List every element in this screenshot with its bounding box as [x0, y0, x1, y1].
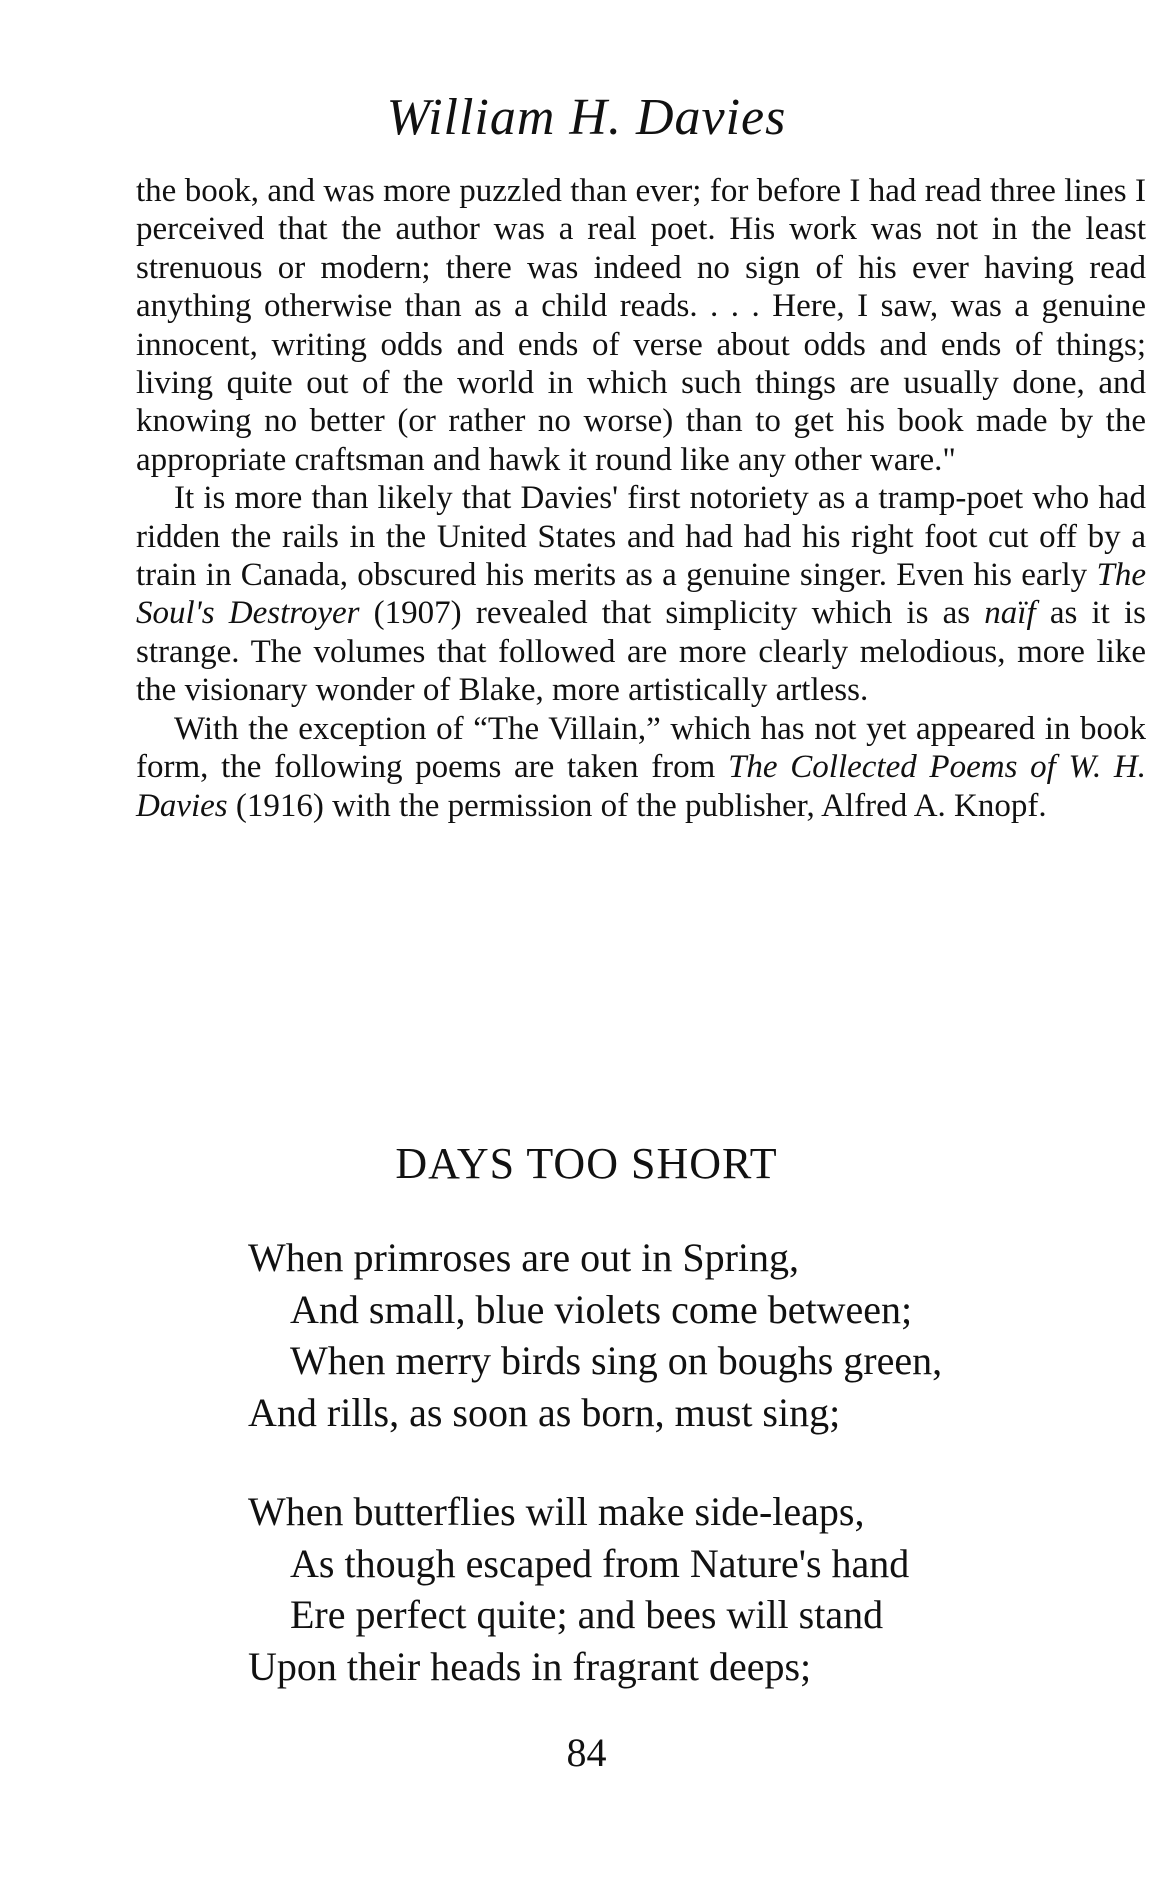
paragraph-2-text-c: (1907) revealed that simplicity which is as — [359, 595, 985, 632]
introduction-text — [136, 172, 1146, 825]
poem-line: When butterflies will make side-leaps, — [248, 1489, 865, 1534]
poem-line: And small, blue violets come between; — [290, 1286, 913, 1332]
paragraph-3 — [136, 710, 1146, 825]
italic-naif: naïf — [984, 595, 1036, 632]
poem-line: When merry birds sing on boughs green, — [290, 1338, 943, 1383]
page-number: 84 — [566, 1730, 607, 1775]
book-title-collected-poems: The Collected Poems of W. H. Davies — [136, 749, 1146, 824]
book-title-souls-destroyer: The Soul's Destroyer — [136, 557, 1146, 632]
poem-line: When primroses are out in Spring, — [248, 1235, 799, 1280]
paragraph-1: the book, and was more puzzled than ever; for before I had read three lines I perceived that the author was a real poet. His work was not in the least strenuous or modern; there was indeed no sign of his ever having read anything otherwise than as a child reads. . . . Here, I saw, was a genuine innocent, writing odds and ends of verse about odds and ends of things; living quite out of the world in which such things are usually done, and knowing no better (or rather no worse) than to get his book made by the appropriate craftsman and hawk it round like any other ware." — [136, 173, 1146, 478]
paragraph-2-text-a: It is more than likely that Davies' first notoriety as a tramp-poet who had ridden the rails in the United States and had had his right foot cut off by a train in Canada, obscured his merits as a genuine singer. Even his early — [136, 480, 1146, 594]
paragraph-3-text-a: With the exception of “The Villain,” which has not yet appeared in book form, the following poems are taken from — [136, 710, 1146, 786]
paragraph-2-text-e: as it is strange. The volumes that followed are more clearly melodious, more like the visionary wonder of Blake, more artistically artless. — [136, 595, 1147, 709]
poem-line: Upon their heads in fragrant deeps; — [248, 1643, 812, 1689]
poem-line: As though escaped from Nature's hand — [290, 1540, 910, 1586]
poem-line: And rills, as soon as born, must sing; — [248, 1389, 841, 1435]
poem-stanza-2 — [248, 1486, 909, 1692]
poem-line: Ere perfect quite; and bees will stand — [290, 1592, 884, 1637]
poem-title: DAYS TOO SHORT — [395, 1139, 778, 1188]
poem-stanza-1 — [248, 1232, 942, 1438]
paragraph-3-text-c: (1916) with the permission of the publisher, Alfred A. Knopf. — [227, 787, 1047, 824]
running-head: William H. Davies — [386, 89, 787, 146]
paragraph-2 — [136, 479, 1146, 709]
